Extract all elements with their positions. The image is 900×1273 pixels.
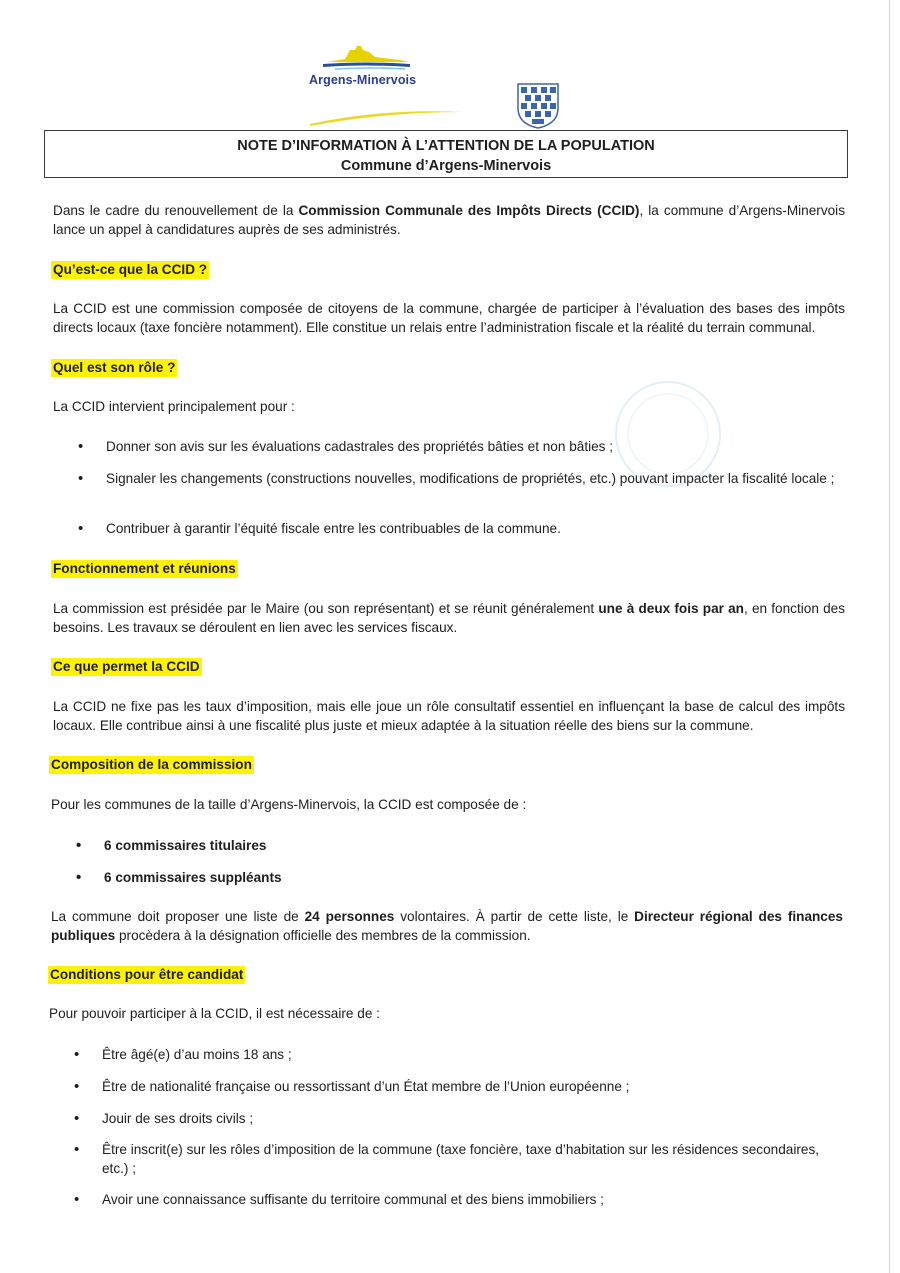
bullet-icon: • — [74, 1110, 80, 1127]
list-item-text: Jouir de ses droits civils ; — [102, 1111, 254, 1126]
bullet-icon: • — [78, 470, 84, 487]
list-item-text: Être de nationalité française ou ressortissant d’un État membre de l’Union européenne ; — [102, 1079, 630, 1094]
list-item-text: Être âgé(e) d’au moins 18 ans ; — [102, 1047, 292, 1062]
list-item-text: Donner son avis sur les évaluations cadastrales des propriétés bâties et non bâties ; — [106, 439, 614, 454]
composition-text-b: volontaires. À partir de cette liste, le — [394, 909, 635, 924]
composition-text-c: procèdera à la désignation officielle des membres de la commission. — [115, 927, 531, 943]
composition-text-bold-a: 24 personnes — [304, 909, 395, 924]
logo-text: Argens-Minervois — [309, 73, 417, 87]
heading-composition: Composition de la commission — [51, 757, 252, 772]
intro-text-bold: Commission Communale des Impôts Directs (CCID) — [298, 203, 640, 218]
list-item-text: 6 commissaires titulaires — [104, 838, 267, 853]
intro-paragraph — [53, 202, 845, 239]
list-item-text: Avoir une connaissance suffisante du territoire communal et des biens immobiliers ; — [102, 1192, 604, 1207]
bullet-icon: • — [74, 1046, 80, 1063]
document-subtitle: Commune d’Argens-Minervois — [340, 158, 552, 174]
bullet-icon: • — [78, 520, 84, 537]
list-item-composition — [76, 869, 849, 888]
title-box — [44, 130, 848, 178]
list-item-condition — [74, 1110, 847, 1129]
bullet-icon: • — [74, 1191, 80, 1208]
argens-minervois-logo — [305, 40, 475, 126]
heading-conditions: Conditions pour être candidat — [50, 967, 244, 982]
list-item-role — [78, 520, 851, 539]
list-item-role — [78, 470, 851, 489]
page-edge — [889, 0, 890, 1273]
paragraph-conditions: Pour pouvoir participer à la CCID, il est nécessaire de : — [49, 1006, 380, 1021]
list-item-condition — [74, 1191, 847, 1210]
list-item-text: Signaler les changements (constructions nouvelles, modifications de propriétés, etc.) pouvant impacter la fiscalité locale ; — [106, 471, 835, 486]
list-item-composition — [76, 837, 849, 856]
heading-what-is-ccid: Qu’est-ce que la CCID ? — [53, 262, 208, 277]
list-item-text: 6 commissaires suppléants — [104, 870, 282, 885]
bullet-icon: • — [74, 1078, 80, 1095]
heading-role: Quel est son rôle ? — [53, 360, 176, 375]
list-item-role — [78, 438, 851, 457]
document-title: NOTE D’INFORMATION À L’ATTENTION DE LA POPULATION — [237, 138, 655, 154]
list-item-condition — [74, 1141, 837, 1178]
list-item-condition — [74, 1078, 847, 1097]
paragraph-functioning — [53, 600, 845, 637]
composition-text-a: La commune doit proposer une liste de — [51, 909, 305, 924]
functioning-text-a: La commission est présidée par le Maire (ou son représentant) et se réunit généralement — [53, 601, 599, 616]
intro-text-b: , la commune d’Argens-Minervois lance un appel à candidatures auprès de ses administrés. — [53, 203, 845, 237]
paragraph-role: La CCID intervient principalement pour : — [53, 399, 295, 414]
coat-of-arms-icon — [516, 82, 560, 130]
heading-what-ccid-allows: Ce que permet la CCID — [53, 659, 200, 674]
paragraph-composition-list — [51, 908, 843, 945]
intro-text-a: Dans le cadre du renouvellement de la — [53, 203, 299, 218]
list-item-condition — [74, 1046, 847, 1065]
paragraph-what-is-ccid: La CCID est une commission composée de citoyens de la commune, chargée de participer à l’évaluation des bases des impôts directs locaux (taxe foncière notamment). Elle constitue un relais entre l’administration fiscale et la réalité du terrain communal. — [53, 301, 845, 335]
bullet-icon: • — [74, 1141, 80, 1158]
heading-functioning: Fonctionnement et réunions — [53, 561, 236, 576]
paragraph-what-ccid-allows: La CCID ne fixe pas les taux d’imposition, mais elle joue un rôle consultatif essentiel en influençant la base de calcul des impôts locaux. Elle contribue ainsi à une fiscalité plus juste et mieux adaptée à la situation réelle des biens sur la commune. — [53, 699, 845, 733]
composition-text-bold-b: Directeur régional des finances publiques — [51, 909, 843, 943]
functioning-text-bold: une à deux fois par an — [598, 601, 744, 616]
list-item-text: Être inscrit(e) sur les rôles d’imposition de la commune (taxe foncière, taxe d’habitation sur les résidences secondaires, etc.) ; — [102, 1142, 820, 1176]
bullet-icon: • — [76, 869, 82, 886]
bullet-icon: • — [76, 837, 82, 854]
list-item-text: Contribuer à garantir l’équité fiscale entre les contribuables de la commune. — [106, 521, 561, 536]
functioning-text-b: , en fonction des besoins. Les travaux se déroulent en lien avec les services fiscaux. — [53, 601, 845, 635]
bullet-icon: • — [78, 438, 84, 455]
paragraph-composition: Pour les communes de la taille d’Argens-Minervois, la CCID est composée de : — [51, 797, 527, 812]
